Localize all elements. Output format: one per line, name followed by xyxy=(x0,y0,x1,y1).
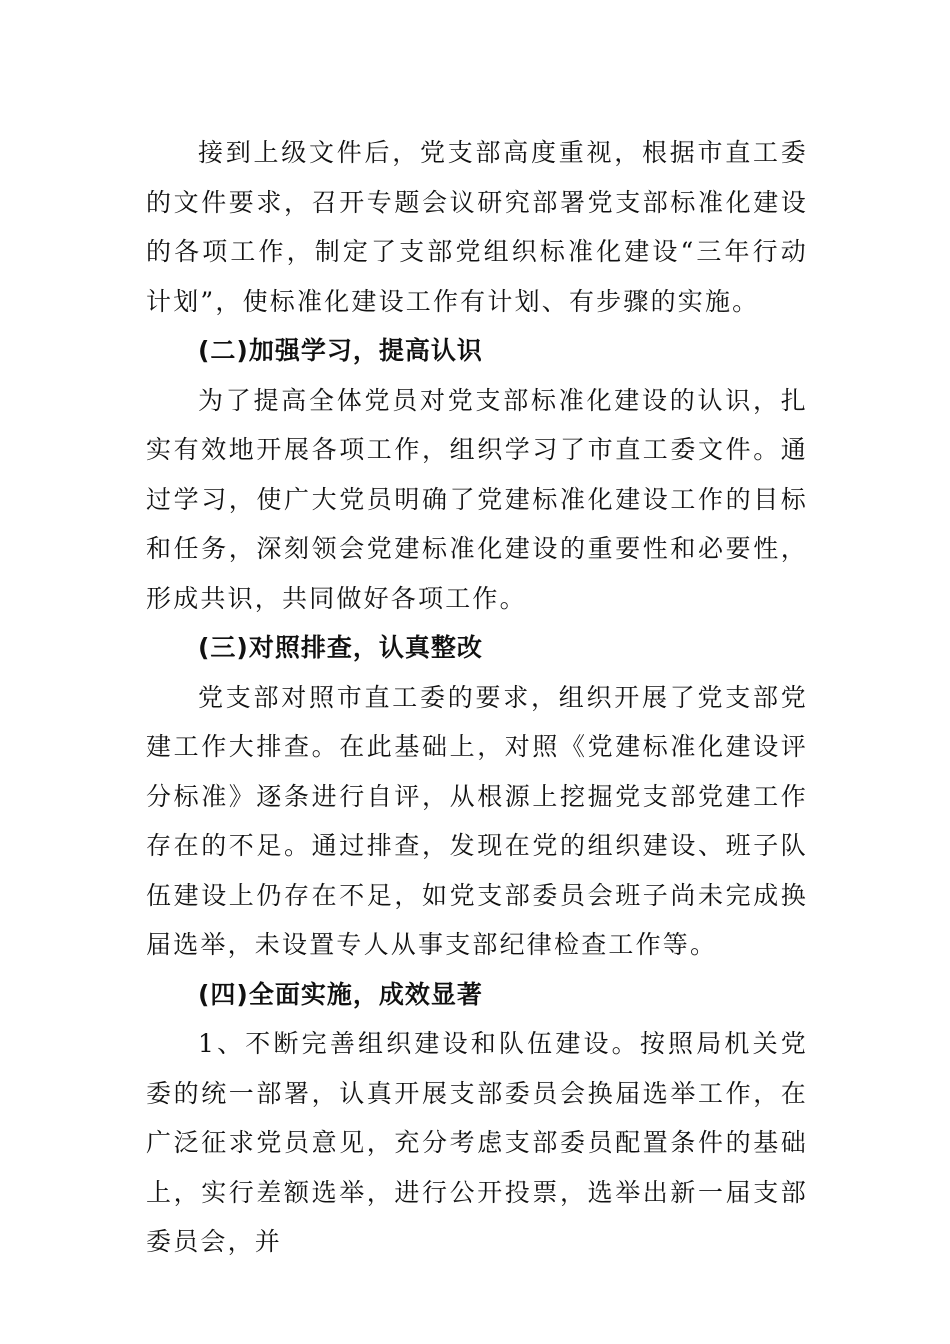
section-heading-4: (四)全面实施，成效显著 xyxy=(198,979,483,1009)
paragraph-implementation: 1、不断完善组织建设和队伍建设。按照局机关党委的统一部署，认真开展支部委员会换届选举工作，在广泛征求党员意见，充分考虑支部委员配置条件的基础上，实行差额选举，进行公开投票，选举出新一届支部委员会，并 xyxy=(146,1029,808,1256)
paragraph-inspection: 党支部对照市直工委的要求，组织开展了党支部党建工作大排查。在此基础上，对照《党建标准化建设评分标准》逐条进行自评，从根源上挖掘党支部党建工作存在的不足。通过排查，发现在党的组织建设、班子队伍建设上仍存在不足，如党支部委员会班子尚未完成换届选举，未设置专人从事支部纪律检查工作等。 xyxy=(146,682,808,959)
section-heading-3: (三)对照排查，认真整改 xyxy=(198,633,483,662)
paragraph-intro: 接到上级文件后，党支部高度重视，根据市直工委的文件要求，召开专题会议研究部署党支部标准化建设的各项工作，制定了支部党组织标准化建设“三年行动计划”，使标准化建设工作有计划、有步骤的实施。 xyxy=(146,138,808,316)
section-heading-2: (二)加强学习，提高认识 xyxy=(198,336,483,365)
document-body xyxy=(146,128,808,1267)
paragraph-study: 为了提高全体党员对党支部标准化建设的认识，扎实有效地开展各项工作，组织学习了市直工委文件。通过学习，使广大党员明确了党建标准化建设工作的目标和任务，深刻领会党建标准化建设的重要性和必要性，形成共识，共同做好各项工作。 xyxy=(146,385,808,613)
